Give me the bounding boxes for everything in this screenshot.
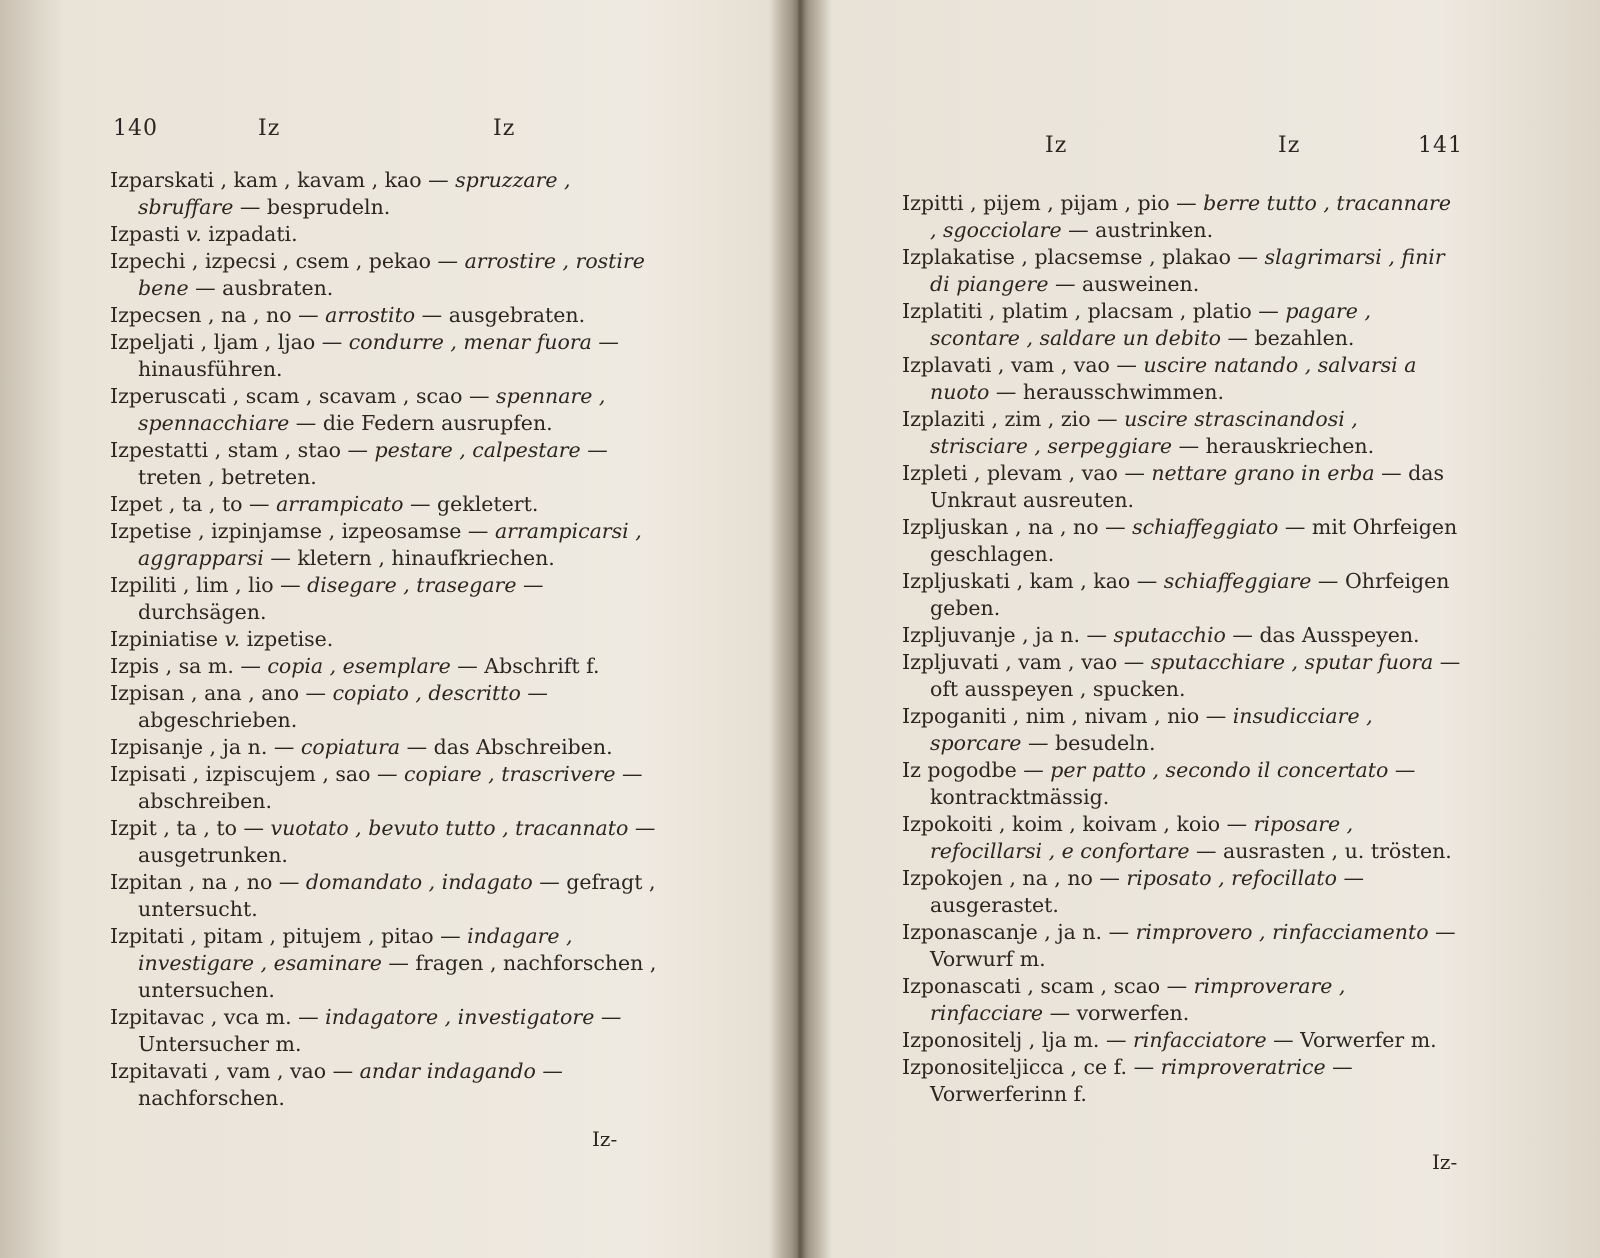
italian-gloss: per patto , secondo il concertato xyxy=(1050,758,1389,782)
german-gloss: — besprudeln. xyxy=(233,195,391,219)
german-gloss: — nachforschen. xyxy=(138,1059,563,1110)
german-gloss: — Vorwerferinn f. xyxy=(930,1055,1353,1106)
dictionary-entry xyxy=(902,568,1462,622)
dictionary-entry xyxy=(902,703,1462,757)
german-gloss: — herausschwimmen. xyxy=(989,380,1224,404)
running-head: Iz xyxy=(493,116,516,141)
dictionary-entry xyxy=(902,352,1462,406)
italian-gloss: arrampicato xyxy=(276,492,404,516)
dictionary-entry xyxy=(110,383,670,437)
headword: Izplatiti , platim , placsam , platio — xyxy=(902,299,1286,323)
headword: Izpitavac , vca m. — xyxy=(110,1005,326,1029)
headword: Izplakatise , placsemse , plakao — xyxy=(902,245,1265,269)
dictionary-entry xyxy=(902,514,1462,568)
german-gloss: — abgeschrieben. xyxy=(138,681,548,732)
headword: Izpitati , pitam , pitujem , pitao — xyxy=(110,924,468,948)
italian-gloss: schiaffeggiato xyxy=(1132,515,1279,539)
entry-list xyxy=(110,167,670,1112)
dictionary-entry xyxy=(110,329,670,383)
headword: Izpit , ta , to — xyxy=(110,816,271,840)
german-gloss: — oft ausspeyen , spucken. xyxy=(930,650,1461,701)
german-gloss: — ausrasten , u. trösten. xyxy=(1189,839,1452,863)
italian-gloss: indagatore , investigatore xyxy=(325,1005,595,1029)
german-gloss: — Ohrfeigen geben. xyxy=(930,569,1450,620)
german-gloss: — Abschrift f. xyxy=(450,654,600,678)
dictionary-entry xyxy=(902,757,1462,811)
german-gloss: — gekletert. xyxy=(403,492,539,516)
headword: Izpitavati , vam , vao — xyxy=(110,1059,360,1083)
dictionary-entry xyxy=(110,1058,670,1112)
dictionary-entry xyxy=(110,518,670,572)
dictionary-entry xyxy=(902,190,1462,244)
catchword: Iz- xyxy=(1432,1150,1458,1174)
dictionary-entry xyxy=(110,869,670,923)
italian-gloss: rimprovero , rinfacciamento xyxy=(1135,920,1429,944)
italian-gloss: copia , esemplare xyxy=(267,654,451,678)
german-gloss: — fragen , nachforschen , untersuchen. xyxy=(138,951,657,1002)
german-gloss: — Vorwerfer m. xyxy=(1266,1028,1437,1052)
italian-gloss: nettare grano in erba xyxy=(1151,461,1375,485)
german-gloss: — ausgebraten. xyxy=(415,303,586,327)
italian-gloss: arrostito xyxy=(325,303,416,327)
italian-gloss: spennare , spennacchiare xyxy=(138,384,606,435)
headword: Izparskati , kam , kavam , kao — xyxy=(110,168,456,192)
dictionary-entry xyxy=(110,626,670,653)
dictionary-entry xyxy=(110,437,670,491)
dictionary-entry xyxy=(110,221,670,248)
headword: Izpljuvati , vam , vao — xyxy=(902,650,1151,674)
headword: Izpitti , pijem , pijam , pio — xyxy=(902,191,1204,215)
running-head: Iz xyxy=(258,116,281,141)
german-gloss: izpetise. xyxy=(240,627,334,651)
italian-gloss: riposare , refocillarsi , e confortare xyxy=(930,812,1354,863)
italian-gloss: arrampicarsi , aggrapparsi xyxy=(138,519,642,570)
dictionary-entry xyxy=(110,572,670,626)
italian-gloss: berre tutto , tracannare , sgocciolare xyxy=(930,191,1451,242)
italian-gloss: arrostire , rostire bene xyxy=(138,249,645,300)
headword: Izponascati , scam , scao — xyxy=(902,974,1194,998)
running-head: Iz xyxy=(1045,133,1068,158)
german-gloss: — besudeln. xyxy=(1021,731,1156,755)
italian-gloss: indagare , investigare , esaminare xyxy=(138,924,573,975)
right-page xyxy=(800,0,1600,1258)
page-number: 140 xyxy=(113,116,158,141)
dictionary-entry xyxy=(902,298,1462,352)
dictionary-entry xyxy=(902,244,1462,298)
italian-gloss: vuotato , bevuto tutto , tracannato xyxy=(270,816,629,840)
dictionary-entry xyxy=(110,491,670,518)
german-gloss: — ausweinen. xyxy=(1048,272,1200,296)
italian-gloss: insudicciare , sporcare xyxy=(930,704,1373,755)
headword: Izpokojen , na , no — xyxy=(902,866,1127,890)
headword: Izpisanje , ja n. — xyxy=(110,735,301,759)
german-gloss: — treten , betreten. xyxy=(138,438,608,489)
italian-gloss: uscire natando , salvarsi a nuoto xyxy=(930,353,1417,404)
german-gloss: — das Abschreiben. xyxy=(400,735,613,759)
dictionary-entry xyxy=(902,865,1462,919)
headword: Izpitan , na , no — xyxy=(110,870,306,894)
german-gloss: — vorwerfen. xyxy=(1043,1001,1190,1025)
catchword: Iz- xyxy=(592,1127,618,1151)
headword: Izpiliti , lim , lio — xyxy=(110,573,308,597)
headword: Izponositelj , lja m. — xyxy=(902,1028,1133,1052)
italian-gloss: copiare , trascrivere xyxy=(404,762,616,786)
german-gloss: — das Ausspeyen. xyxy=(1225,623,1420,647)
german-gloss: — Untersucher m. xyxy=(138,1005,622,1056)
dictionary-entry xyxy=(110,167,670,221)
headword: Izpetise , izpinjamse , izpeosamse — xyxy=(110,519,495,543)
german-gloss: — das Unkraut ausreuten. xyxy=(930,461,1444,512)
dictionary-entry xyxy=(902,1054,1462,1108)
headword: Izperuscati , scam , scavam , scao — xyxy=(110,384,497,408)
headword: Izponascanje , ja n. — xyxy=(902,920,1136,944)
italian-gloss: disegare , trasegare xyxy=(307,573,517,597)
german-gloss: — herauskriechen. xyxy=(1172,434,1375,458)
left-page xyxy=(0,0,795,1258)
german-gloss: — ausgerastet. xyxy=(930,866,1364,917)
german-gloss: — bezahlen. xyxy=(1221,326,1355,350)
headword: Izpis , sa m. — xyxy=(110,654,268,678)
headword: Izponositeljicca , ce f. — xyxy=(902,1055,1161,1079)
dictionary-entry xyxy=(110,815,670,869)
dictionary-entry xyxy=(110,734,670,761)
german-gloss: — die Federn ausrupfen. xyxy=(289,411,553,435)
italian-gloss: copiatura xyxy=(300,735,401,759)
headword: Izpecsen , na , no — xyxy=(110,303,326,327)
dictionary-entry xyxy=(110,653,670,680)
dictionary-entry xyxy=(902,649,1462,703)
italian-gloss: v. xyxy=(186,222,202,246)
italian-gloss: slagrimarsi , finir di piangere xyxy=(930,245,1445,296)
headword: Iz pogodbe — xyxy=(902,758,1051,782)
italian-gloss: domandato , indagato xyxy=(305,870,533,894)
italian-gloss: uscire strascinandosi , strisciare , serpeggiare xyxy=(930,407,1358,458)
dictionary-entry xyxy=(110,302,670,329)
dictionary-entry xyxy=(110,761,670,815)
italian-gloss: rimproverare , rinfacciare xyxy=(930,974,1346,1025)
dictionary-entry xyxy=(902,811,1462,865)
italian-gloss: condurre , menar fuora xyxy=(348,330,592,354)
dictionary-entry xyxy=(110,1004,670,1058)
italian-gloss: rimproveratrice xyxy=(1160,1055,1326,1079)
italian-gloss: sputacchio xyxy=(1113,623,1226,647)
german-gloss: — hinausführen. xyxy=(138,330,619,381)
dictionary-entry xyxy=(902,1027,1462,1054)
german-gloss: — kontracktmässig. xyxy=(930,758,1416,809)
dictionary-entry xyxy=(902,919,1462,973)
headword: Izpoganiti , nim , nivam , nio — xyxy=(902,704,1233,728)
italian-gloss: rinfacciatore xyxy=(1132,1028,1267,1052)
headword: Izplavati , vam , vao — xyxy=(902,353,1144,377)
italian-gloss: andar indagando xyxy=(359,1059,536,1083)
entry-list xyxy=(902,190,1462,1108)
page-number: 141 xyxy=(1418,133,1463,158)
german-gloss: — abschreiben. xyxy=(138,762,643,813)
german-gloss: — gefragt , untersucht. xyxy=(138,870,656,921)
dictionary-entry xyxy=(902,406,1462,460)
german-gloss: izpadati. xyxy=(201,222,298,246)
headword: Izpechi , izpecsi , csem , pekao — xyxy=(110,249,465,273)
german-gloss: — austrinken. xyxy=(1061,218,1214,242)
italian-gloss: copiato , descritto xyxy=(332,681,521,705)
german-gloss: — ausbraten. xyxy=(188,276,334,300)
italian-gloss: v. xyxy=(224,627,241,651)
headword: Izpljuskan , na , no — xyxy=(902,515,1133,539)
dictionary-entry xyxy=(902,622,1462,649)
italian-gloss: pagare , scontare , saldare un debito xyxy=(930,299,1371,350)
dictionary-entry xyxy=(110,680,670,734)
headword: Izpljuvanje , ja n. — xyxy=(902,623,1114,647)
headword: Izpestatti , stam , stao — xyxy=(110,438,375,462)
headword: Izpasti xyxy=(110,222,187,246)
italian-gloss: spruzzare , sbruffare xyxy=(138,168,571,219)
dictionary-entry xyxy=(110,248,670,302)
italian-gloss: schiaffeggiare xyxy=(1163,569,1312,593)
headword: Izpisan , ana , ano — xyxy=(110,681,333,705)
dictionary-entry xyxy=(902,973,1462,1027)
dictionary-entry xyxy=(110,923,670,1004)
dictionary-entry xyxy=(902,460,1462,514)
headword: Izpleti , plevam , vao — xyxy=(902,461,1152,485)
headword: Izplaziti , zim , zio — xyxy=(902,407,1125,431)
headword: Izpokoiti , koim , koivam , koio — xyxy=(902,812,1254,836)
headword: Izpljuskati , kam , kao — xyxy=(902,569,1164,593)
italian-gloss: sputacchiare , sputar fuora xyxy=(1150,650,1434,674)
headword: Izpisati , izpiscujem , sao — xyxy=(110,762,404,786)
headword: Izpeljati , ljam , ljao — xyxy=(110,330,349,354)
running-head: Iz xyxy=(1278,133,1301,158)
german-gloss: — durchsägen. xyxy=(138,573,544,624)
german-gloss: — Vorwurf m. xyxy=(930,920,1456,971)
german-gloss: — kletern , hinaufkriechen. xyxy=(263,546,555,570)
german-gloss: — mit Ohrfeigen geschlagen. xyxy=(930,515,1458,566)
headword: Izpet , ta , to — xyxy=(110,492,277,516)
italian-gloss: riposato , refocillato xyxy=(1126,866,1337,890)
german-gloss: — ausgetrunken. xyxy=(138,816,656,867)
headword: Izpiniatise xyxy=(110,627,225,651)
italian-gloss: pestare , calpestare xyxy=(374,438,581,462)
